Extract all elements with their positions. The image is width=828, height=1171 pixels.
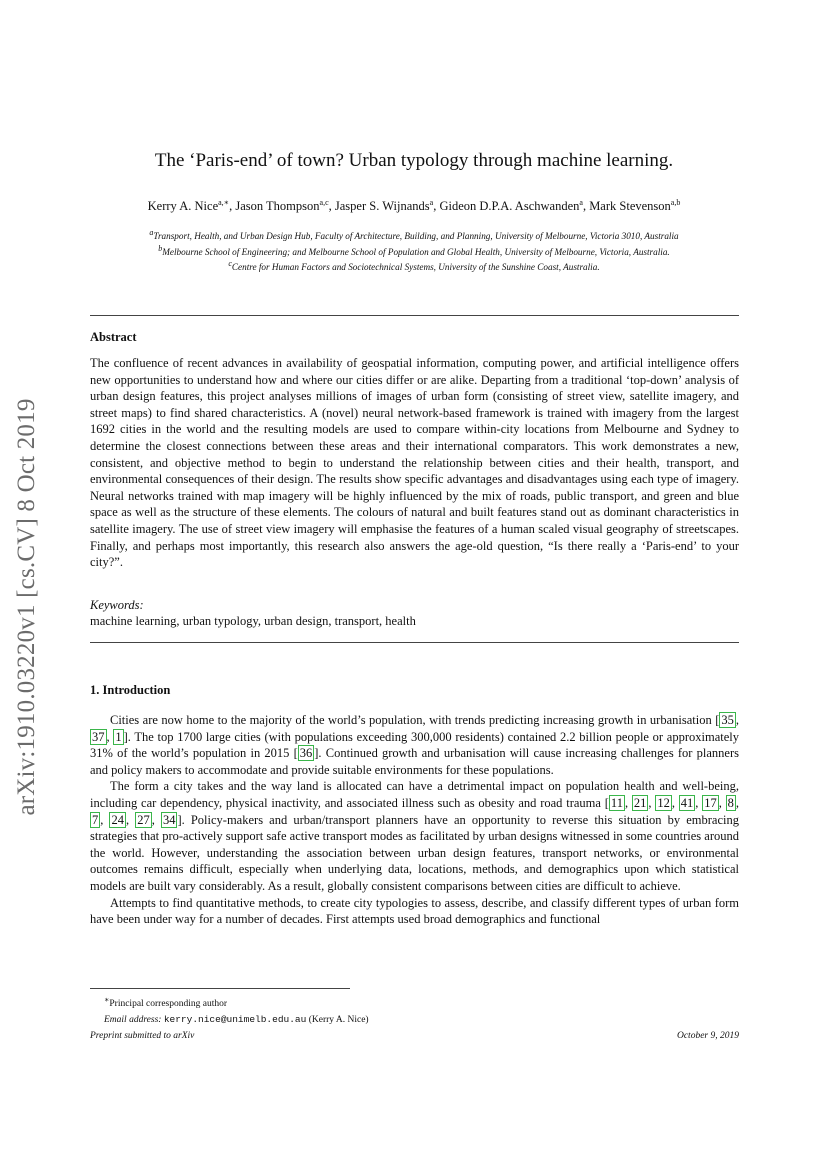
affiliation-text: Centre for Human Factors and Sociotechnical Systems, University of the Sunshine Coast, Australia. xyxy=(231,262,600,273)
arxiv-sidebar-stamp xyxy=(12,372,42,842)
paragraph-text: ]. The top 1700 large cities (with populations exceeding 300,000 residents) contained 2.2 billion people or approximately 31% of the world’s population in 2015 [ xyxy=(90,729,739,761)
citation-link[interactable]: 1 xyxy=(115,729,122,744)
affiliation xyxy=(0,227,828,243)
citation-link[interactable]: 12 xyxy=(657,795,670,810)
footnote-text: Principal corresponding author xyxy=(109,999,228,1010)
affiliation-mark: b xyxy=(158,243,163,253)
abstract-heading: Abstract xyxy=(90,330,137,344)
affiliation-text: Melbourne School of Engineering; and Melbourne School of Population and Global Health, University of Melbourne, Victoria, Australia. xyxy=(162,246,670,257)
section-heading-introduction: 1. Introduction xyxy=(90,683,171,697)
footnote-rule xyxy=(90,988,350,989)
paragraph-text: The form a city takes and the way land is allocated can have a detrimental impact on population health and well-being, including car dependency, physical inactivity, and associated illness such as obesity and road trauma [ xyxy=(90,779,739,810)
author-name: Gideon D.P.A. Aschwanden xyxy=(439,199,580,214)
affiliation-mark: a xyxy=(149,228,154,237)
email-link[interactable]: kerry.nice@unimelb.edu.au xyxy=(163,1014,307,1026)
citation-link[interactable]: 35 xyxy=(721,713,734,727)
citation-link[interactable]: 21 xyxy=(633,795,647,810)
paragraph-text: ]. Policy-makers and urban/transport planners have an opportunity to reverse this situation by embracing strategies that pro-actively support safe active transport modes as facilitated by urban designs witnessed in some countries around the world. However, understanding the association between urban design features, transport networks, or environmental outcomes remains difficult, especially when underlying data, locations, methods, and demographics upon which statistical models are built vary considerably. As a result, globally consistent comparisons between cities are difficult to achieve. xyxy=(90,812,740,893)
footnote-mark: ∗ xyxy=(104,995,110,1004)
email-owner: (Kerry A. Nice) xyxy=(308,1015,369,1026)
citation-link[interactable]: 41 xyxy=(680,795,694,810)
abstract-bottom-rule xyxy=(90,642,739,643)
author-name: Mark Stevenson xyxy=(589,199,671,214)
citation-link[interactable]: 34 xyxy=(162,812,176,827)
keywords-list: machine learning, urban typology, urban design, transport, health xyxy=(90,614,416,628)
abstract-top-rule xyxy=(90,315,739,316)
paragraph: The form a city takes and the way land is allocated can have a detrimental impact on population health and well-being, including car dependency, physical inactivity, and associated illness such as obesity and road trauma [ 11 , 21 , 12 , 41 , 17 , 8 , 7 , 24 , 27 , 34 ]. Policy-makers and urban/transport planners have an opportunity to reverse this situation by embracing strategies that pro-actively support safe active transport modes as facilitated by urban designs witnessed in some countries around the world. However, understanding the association between urban design features, transport networks, or environmental outcomes remains difficult, especially when underlying data, locations, methods, and demographics upon which statistical models are built vary considerably. As a result, globally consistent comparisons between cities are difficult to achieve. xyxy=(90,779,740,893)
author-affil-mark: a xyxy=(579,198,583,207)
abstract-body: The confluence of recent advances in availability of geospatial information, computing power, and artificial intelligence offers new opportunities to understand how and where our cities differ or are alike. Departing from a traditional ‘top-down’ analysis of urban design features, this project analyses millions of images of urban form (consisting of street view, satellite imagery, and street maps) to find shared characteristics. A (novel) neural network-based framework is trained with imagery from the largest 1692 cities in the world and the resulting models are used to compare within-city locations from Melbourne and Sydney to determine the closest connections between these areas and their international comparators. This work demonstrates a new, consistent, and objective method to begin to understand the relationship between cities and their health, transport, and environmental consequences of their design. The results show specific advantages and disadvantages using each type of imagery. Neural networks trained with map imagery will be highly influenced by the mix of roads, public transport, and green and blue space as well as the structure of these elements. The colours of natural and built features stand out as dominant characteristics in satellite imagery. The use of street view imagery will emphasise the features of a human scaled visual geography of streetscapes. Finally, and perhaps most importantly, this research also answers the age-old question, “Is there really a ‘Paris-end’ to your city?”. xyxy=(90,356,739,570)
citation-link[interactable]: 37 xyxy=(92,729,105,744)
citation-link[interactable]: 27 xyxy=(137,812,150,827)
author-list: Kerry A. Nice$^{a,∗}$, Jason Thompson$^{a,c}$, Jasper S. Wijnands$^a$, Gideon D.P.A. Aschwanden$^a$, Mark Stevenson$^{a,b}$ xyxy=(147,198,681,214)
footnote xyxy=(90,992,369,1028)
footnote-line xyxy=(104,992,369,1012)
arxiv-id: arXiv:1910.03220v1 [cs.CV] 8 Oct 2019 xyxy=(13,398,40,816)
citation-link[interactable]: 24 xyxy=(111,812,124,827)
affiliation xyxy=(0,243,828,259)
email-label: Email address: xyxy=(104,1015,162,1026)
citation-link[interactable]: 7 xyxy=(92,812,99,827)
affiliation-list xyxy=(0,227,828,274)
paragraph xyxy=(90,895,739,928)
keywords-heading: Keywords: xyxy=(90,598,144,612)
affiliation-mark: c xyxy=(228,259,232,269)
footer-preprint-note: Preprint submitted to arXiv xyxy=(90,1031,195,1041)
affiliation xyxy=(0,258,828,274)
author-name: Kerry A. Nice xyxy=(147,199,219,214)
paragraph: Cities are now home to the majority of the world’s population, with trends predicting increasing growth in urbanisation [ 35 , 37 , 1 ]. The top 1700 large cities (with populations exceeding 300,000 residents) contained 2.2 billion people or approximately 31% of the world’s population in 2015 [ 36 ]. Continued growth and urbanisation will cause increasing challenges for planners and policy makers to accommodate and provide suitable environments for these populations. xyxy=(90,713,739,777)
paragraph-text: Attempts to find quantitative methods, to create city typologies to assess, describe, and classify different types of urban form have been under way for a number of decades. First attempts used broad demographics and functional xyxy=(90,895,739,927)
author-affil-mark: a xyxy=(429,198,434,207)
citation-link[interactable]: 11 xyxy=(610,795,623,810)
affiliation-text: Transport, Health, and Urban Design Hub, Faculty of Architecture, Building, and Planning, University of Melbourne, Victoria 3010, Australia xyxy=(153,231,679,242)
citation-link[interactable]: 36 xyxy=(299,746,313,761)
author-name: Jasper S. Wijnands xyxy=(334,199,430,214)
author-name: Jason Thompson xyxy=(235,199,320,214)
footer-date: October 9, 2019 xyxy=(676,1031,739,1041)
author-affil-mark: a,∗ xyxy=(218,198,230,207)
paper-title: The ‘Paris-end’ of town? Urban typology through machine learning. xyxy=(154,150,674,171)
citation-link[interactable]: 8 xyxy=(727,795,734,810)
author-affil-mark: a,b xyxy=(670,198,681,207)
citation-link[interactable]: 17 xyxy=(704,795,717,810)
paragraph-text: Cities are now home to the majority of the world’s population, with trends predicting increasing growth in urbanisation [ xyxy=(110,713,720,727)
footnote-email-line xyxy=(104,1012,369,1028)
introduction-body xyxy=(90,712,739,928)
paragraph-text: ]. Continued growth and urbanisation will cause increasing challenges for planners and policy makers to accommodate and provide suitable environments for these populations. xyxy=(90,746,739,777)
author-affil-mark: a,c xyxy=(319,198,329,207)
